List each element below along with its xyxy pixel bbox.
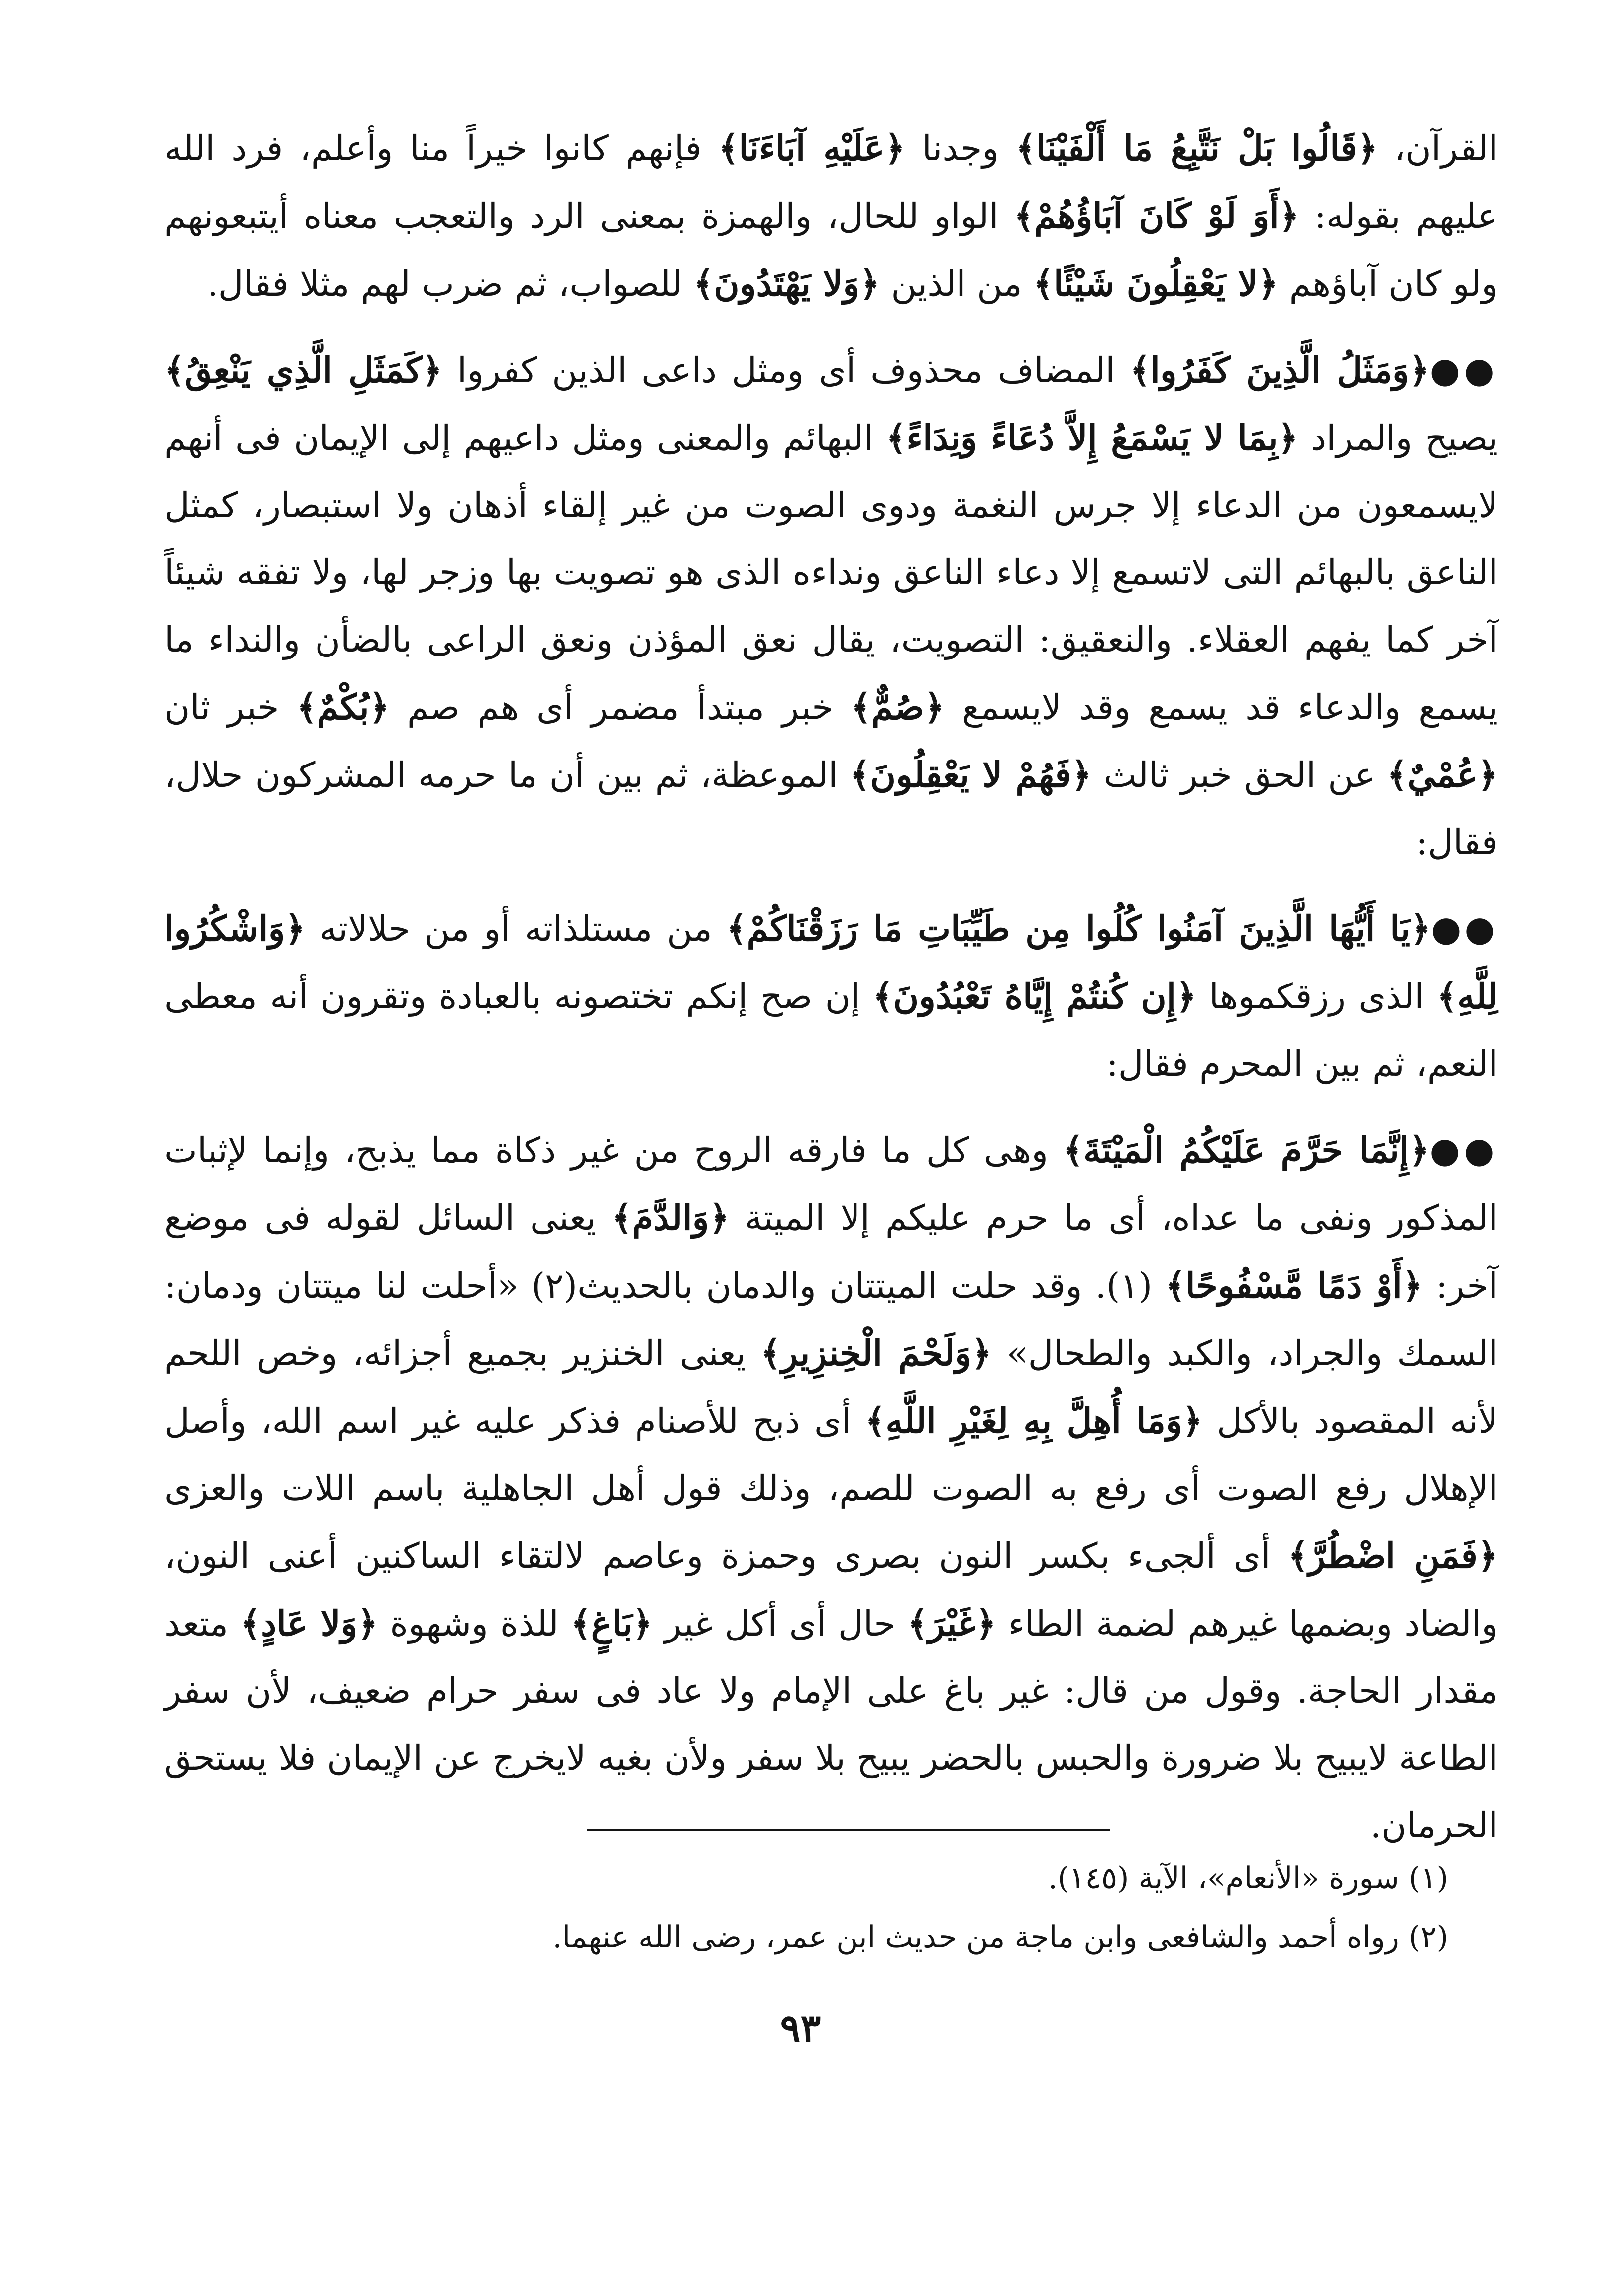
paragraph-p2: [164, 336, 1498, 876]
quran-quote: ﴿فَمَنِ اضْطُرَّ﴾: [1288, 1535, 1498, 1576]
quran-quote: ﴿لا يَعْقِلُونَ شَيْئًا﴾: [1033, 263, 1279, 304]
commentary-text: أى ألجىء بكسر النون بصرى وحمزة وعاصم لالتقاء الساكنين أعنى النون، والضاد وبضمها غيرهم لضمة الطاء: [164, 1535, 1498, 1644]
commentary-text: يعنى السائل لقوله فى موضع آخر:: [164, 1198, 1498, 1306]
quran-quote: ﴿وَالدَّمَ﴾: [611, 1197, 730, 1238]
commentary-text: وهى كل ما فارقه الروح من غير ذكاة مما يذبح، وإنما لإثبات المذكور ونفى ما عداه، أى ما حرم عليكم إلا الميتة: [164, 1130, 1498, 1238]
commentary-text: للذة وشهوة: [378, 1603, 571, 1644]
bullet-marker: ●●: [1429, 1129, 1498, 1171]
quran-quote: ﴿وَاشْكُرُوا لِلَّهِ﴾: [164, 908, 1498, 1017]
quran-quote: ﴿بُكْمٌ﴾: [296, 686, 390, 728]
footnote-2: (٢) رواه أحمد والشافعى وابن ماجة من حديث ابن عمر، رضى الله عنهما.: [552, 1920, 1448, 1955]
quran-quote: ﴿بِمَا لا يَسْمَعُ إِلاَّ دُعَاءً وَنِدَاءً﴾: [886, 417, 1298, 458]
bullet-marker: ●●: [1429, 349, 1498, 391]
commentary-text: خبر مبتدأ مضمر أى هم صم: [389, 687, 851, 728]
quran-quote: ﴿كَمَثَلِ الَّذِي يَنْعِقُ﴾: [164, 349, 442, 391]
commentary-text: خبر ثان: [164, 687, 297, 728]
commentary-text: يصيح والمراد: [1298, 418, 1498, 458]
footnotes: [164, 1849, 1448, 1967]
quran-quote: ﴿أَوْ دَمًا مَّسْفُوحًا﴾: [1165, 1265, 1423, 1306]
commentary-text: حال أى أكل غير: [652, 1603, 908, 1644]
commentary-text: للصواب، ثم ضرب لهم مثلا فقال.: [207, 263, 694, 304]
quran-quote: ﴿وَمَثَلُ الَّذِينَ كَفَرُوا﴾: [1130, 349, 1430, 391]
commentary-text: يعنى الخنزير بجميع أجزائه، وخص اللحم لأنه المقصود بالأكل: [164, 1333, 1498, 1441]
footnote-divider: [587, 1829, 1110, 1831]
quran-quote: ﴿وَلا يَهْتَدُونَ﴾: [693, 263, 880, 304]
quran-quote: ﴿إِنَّمَا حَرَّمَ عَلَيْكُمُ الْمَيْتَةَ﴾: [1063, 1129, 1430, 1171]
bullet-marker: ●●: [1431, 908, 1498, 949]
quran-quote: ﴿وَمَا أُهِلَّ بِهِ لِغَيْرِ اللَّهِ﴾: [865, 1400, 1203, 1441]
paragraph-p3: [164, 895, 1498, 1097]
commentary-text: من الذين: [880, 263, 1033, 304]
page-number: ٩٣: [780, 2006, 821, 2050]
commentary-text: الواو للحال، والهمزة بمعنى الرد والتعجب معناه أيتبعونهم ولو كان آباؤهم: [164, 196, 1498, 304]
paragraph-p1: [164, 114, 1498, 318]
quran-quote: ﴿غَيْرَ﴾: [907, 1603, 996, 1644]
quran-quote: ﴿وَلَحْمَ الْخِنزِيرِ﴾: [760, 1332, 992, 1374]
commentary-text: وجدنا: [905, 128, 1016, 169]
commentary-text: (١). وقد حلت الميتتان والدمان بالحديث(٢) «أحلت لنا ميتتان ودمان: السمك والجراد، والكبد والطحال»: [164, 1265, 1498, 1374]
commentary-text: أى ذبح للأصنام فذكر عليه غير اسم الله، وأصل الإهلال رفع الصوت أى رفع به الصوت للصم، وذلك قول أهل الجاهلية باسم اللات والعزى: [164, 1401, 1498, 1509]
commentary-text: المضاف محذوف أى ومثل داعى الذين كفروا: [442, 350, 1130, 391]
quran-quote: ﴿قَالُوا بَلْ نَتَّبِعُ مَا أَلْفَيْنَا﴾: [1015, 127, 1378, 169]
quran-quote: ﴿إِن كُنتُمْ إِيَّاهُ تَعْبُدُونَ﴾: [872, 976, 1197, 1017]
quran-quote: ﴿يَا أَيُّهَا الَّذِينَ آمَنُوا كُلُوا مِن طَيِّبَاتِ مَا رَزَقْنَاكُمْ﴾: [726, 908, 1431, 949]
page-body: [164, 114, 1498, 1878]
quran-quote: ﴿بَاغٍ﴾: [570, 1603, 653, 1644]
commentary-text: من مستلذاته أو من حلالاته: [305, 908, 727, 949]
quran-quote: ﴿صُمٌّ﴾: [851, 686, 945, 728]
quran-quote: ﴿عُمْيٌ﴾: [1387, 754, 1498, 795]
paragraph-p4: [164, 1116, 1498, 1859]
quran-quote: ﴿وَلا عَادٍ﴾: [240, 1603, 378, 1644]
commentary-text: عن الحق خبر ثالث: [1091, 755, 1388, 795]
commentary-text: إن صح إنكم تختصونه بالعبادة وتقرون أنه معطى النعم، ثم بين المحرم فقال:: [164, 976, 1498, 1084]
commentary-text: متعد مقدار الحاجة. وقول من قال: غير باغ على الإمام ولا عاد فى سفر حرام ضعيف، لأن سفر الطاعة لايبيح بلا ضرورة والحبس بالحضر يبيح بلا سفر ولأن بغيه لايخرج عن الإيمان فلا يستحق الحرمان.: [164, 1603, 1498, 1846]
commentary-text: الموعظة، ثم بين أن ما حرمه المشركون حلال، فقال:: [164, 755, 1498, 863]
quran-quote: ﴿فَهُمْ لا يَعْقِلُونَ﴾: [850, 754, 1092, 795]
footnote-1: (١) سورة «الأنعام»، الآية (١٤٥).: [1048, 1861, 1448, 1896]
commentary-text: البهائم والمعنى ومثل داعيهم إلى الإيمان فى أنهم لايسمعون من الدعاء إلا جرس النغمة ودوى الصوت من غير إلقاء أذهان ولا استبصار، كمثل الناعق بالبهائم التى لاتسمع إلا دعاء الناعق ونداءه الذى هو تصويت بها وزجر لها، ولا تفقه شيئاً آخر كما يفهم العقلاء. والنعقيق: التصويت، يقال نعق المؤذن ونعق الراعى بالضأن والنداء ما يسمع والدعاء قد يسمع وقد لايسمع: [164, 418, 1498, 728]
commentary-text: فإنهم كانوا خيراً منا وأعلم، فرد الله عليهم بقوله:: [164, 128, 1498, 236]
quran-quote: ﴿أَوَ لَوْ كَانَ آبَاؤُهُمْ﴾: [1014, 195, 1299, 236]
commentary-text: الذى رزقكموها: [1196, 976, 1437, 1017]
quran-quote: ﴿عَلَيْهِ آبَاءَنَا﴾: [718, 127, 905, 169]
commentary-text: القرآن،: [1378, 128, 1498, 169]
